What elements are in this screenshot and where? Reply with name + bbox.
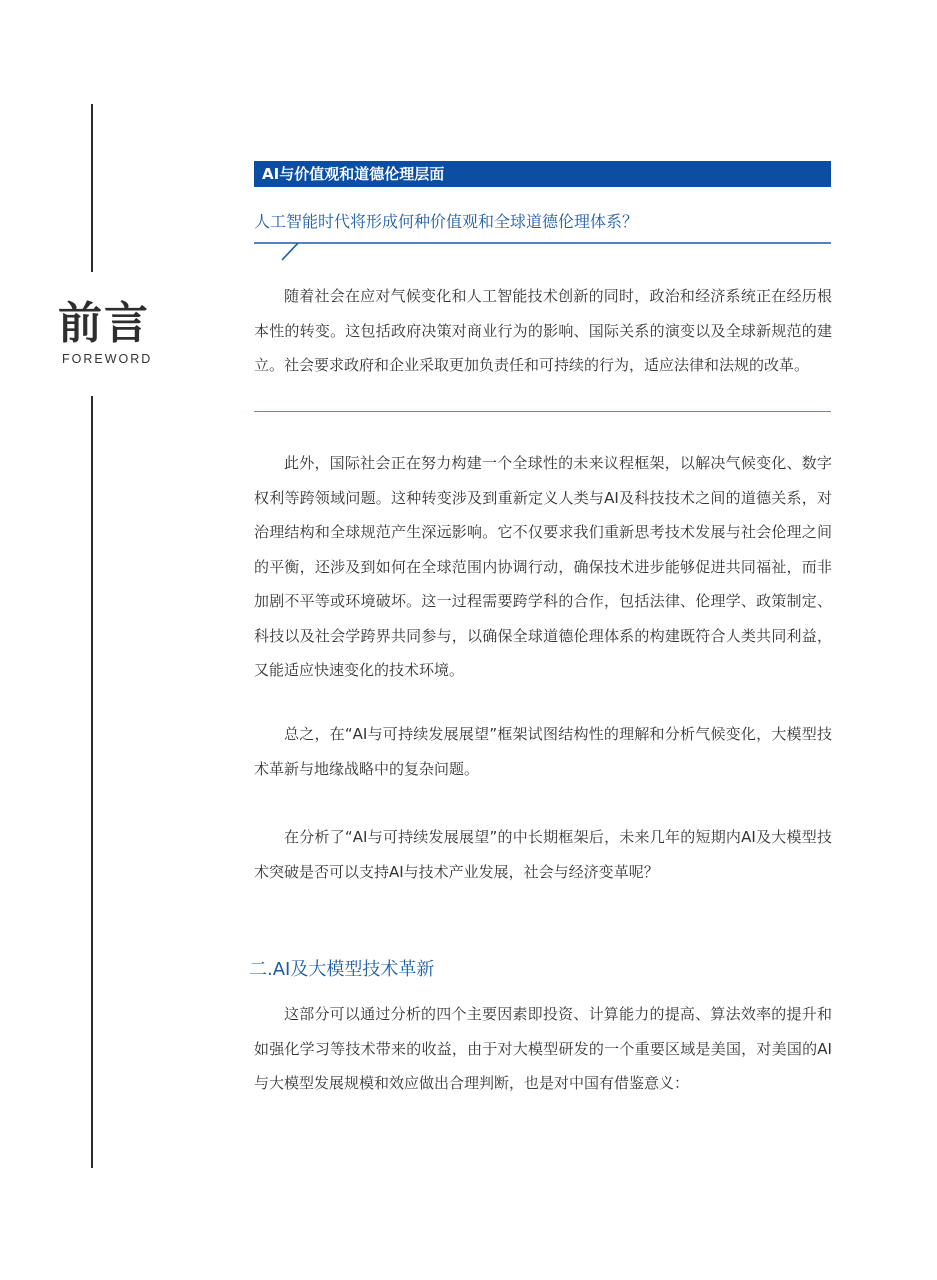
section-banner: AI与价值观和道德伦理层面 (254, 161, 831, 187)
question-underline-decoration (254, 238, 832, 264)
sidebar-vertical-line-bottom (91, 396, 93, 1168)
paragraph-factors: 这部分可以通过分析的四个主要因素即投资、计算能力的提高、算法效率的提升和如强化学习等技术带来的收益，由于对大模型研发的一个重要区域是美国，对美国的AI与大模型发展规模和效应做出合理判断，也是对中国有借鉴意义： (254, 1005, 832, 1092)
sidebar-vertical-line-top (91, 104, 93, 272)
question-heading: 人工智能时代将形成何种价值观和全球道德伦理体系？ (254, 212, 639, 231)
paragraph-summary: 总之，在“AI与可持续发展展望”框架试图结构性的理解和分析气候变化，大模型技术革新与地缘战略中的复杂问题。 (254, 725, 832, 778)
paragraph-global-agenda: 此外，国际社会正在努力构建一个全球性的未来议程框架，以解决气候变化、数字权利等跨领域问题。这种转变涉及到重新定义人类与AI及科技技术之间的道德关系，对治理结构和全球规范产生深远影响。它不仅要求我们重新思考技术发展与社会伦理之间的平衡，还涉及到如何在全球范围内协调行动，确保技术进步能够促进共同福祉，而非加剧不平等或环境破坏。这一过程需要跨学科的合作，包括法律、伦理学、政策制定、科技以及社会学跨界共同参与，以确保全球道德伦理体系的构建既符合人类共同利益，又能适应快速变化的技术环境。 (254, 454, 832, 679)
sidebar-title: 前言 (58, 298, 150, 349)
sidebar-subtitle: FOREWORD (62, 352, 153, 366)
section-divider (254, 411, 831, 412)
paragraph-intro: 随着社会在应对气候变化和人工智能技术创新的同时，政治和经济系统正在经历根本性的转变。这包括政府决策对商业行为的影响、国际关系的演变以及全球新规范的建立。社会要求政府和企业采取更加负责任和可持续的行为，适应法律和法规的改革。 (254, 287, 832, 374)
section-heading: 二.AI及大模型技术革新 (249, 959, 435, 980)
paragraph-short-term-question: 在分析了“AI与可持续发展展望”的中长期框架后，未来几年的短期内AI及大模型技术突破是否可以支持AI与技术产业发展，社会与经济变革呢？ (254, 828, 832, 881)
